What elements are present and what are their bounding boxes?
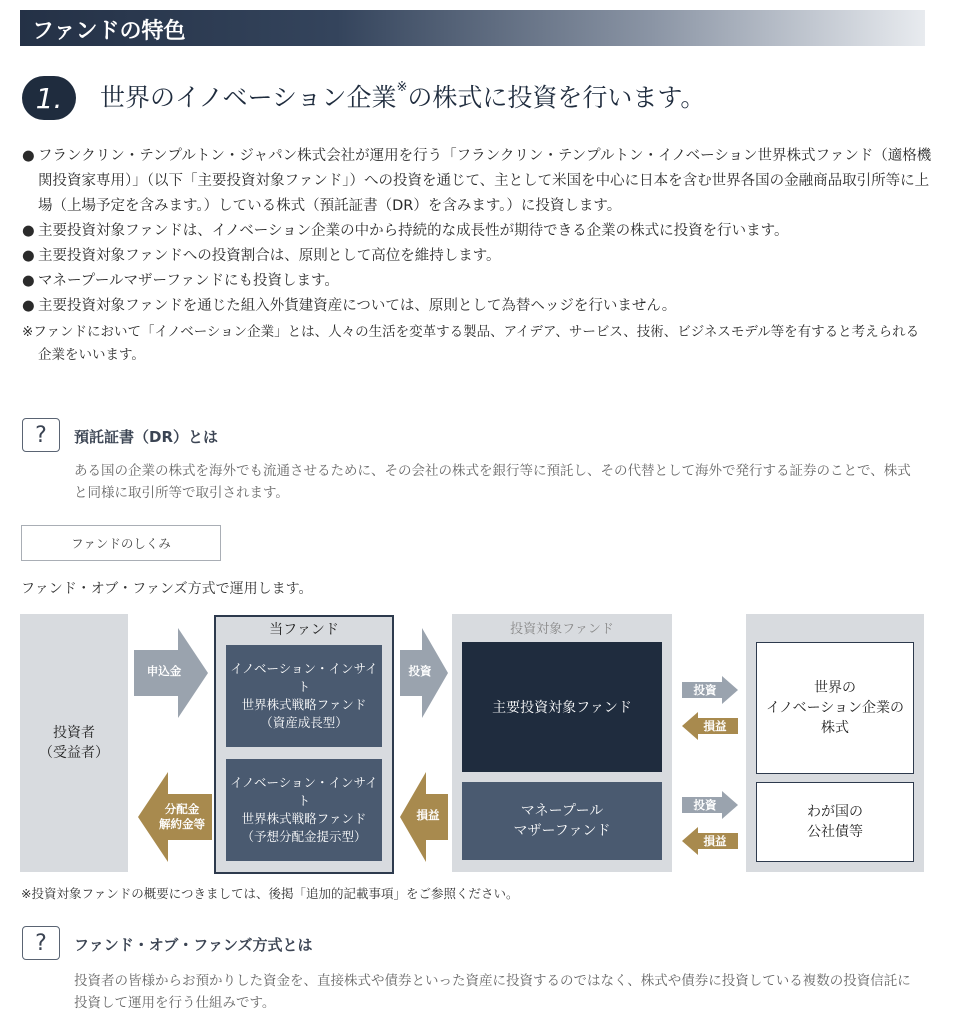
bullet-text: フランクリン・テンプルトン・ジャパン株式会社が運用を行う「フランクリン・テンプルトン・イノベーション世界株式ファンド（適格機関投資家専用）」（以下「主要投資対象ファンド」）への投資を通じて、主として米国を中心に日本を含む世界各国の金融商品取引所等に上場（上場予定を含みます。）している株式（預託証書（DR）を含みます。）に投資します。 (38, 148, 932, 214)
bullet-item (22, 244, 932, 269)
qa-fof-title: ファンド・オブ・ファンズ方式とは (74, 936, 313, 954)
mother-fund-line-1: マネープール (520, 803, 604, 819)
this-fund-panel (214, 615, 394, 874)
asset-a-line-3: 株式 (820, 720, 849, 736)
bullet-text: 主要投資対象ファンドへの投資割合は、原則として高位を維持します。 (38, 248, 501, 264)
bullet-dot: ● (22, 223, 35, 239)
this-fund-title: 当ファンド (269, 622, 339, 638)
innovation-note: ※ファンドにおいて「イノベーション企業」とは、人々の生活を変革する製品、アイデア、サービス、技術、ビジネスモデル等を有すると考えられる企業をいいます。 (22, 324, 920, 363)
section-header-title: ファンドの特色 (32, 19, 186, 44)
fund-distribution-box (226, 759, 382, 861)
fund-dist-line-1: イノベーション・インサイト (230, 775, 378, 808)
bullet-dot: ● (22, 248, 35, 264)
bullet-item (22, 219, 932, 244)
profit-small-arrow-label: 損益 (703, 719, 727, 733)
asset-b-line-1: わが国の (807, 804, 863, 820)
section-headline (100, 78, 705, 114)
profit-small-arrow-label: 損益 (703, 834, 727, 848)
bullet-item (22, 294, 932, 319)
fund-growth-line-1: イノベーション・インサイト (230, 661, 378, 694)
headline-note-mark: ※ (396, 80, 408, 95)
fund-dist-line-2: 世界株式戦略ファンド (241, 811, 367, 826)
scheme-intro: ファンド・オブ・ファンズ方式で運用します。 (21, 581, 313, 597)
invest-arrow-label: 投資 (408, 664, 432, 678)
feature-bullets (22, 144, 932, 367)
domestic-bond-box (756, 782, 914, 862)
fund-growth-line-3: （資産成長型） (260, 715, 348, 730)
global-innovation-stock-box (756, 642, 914, 774)
subscribe-arrow-label: 申込金 (146, 664, 182, 678)
investor-sub-label: （受益者） (39, 745, 109, 761)
bullet-dot: ● (22, 298, 35, 314)
fund-growth-box (226, 645, 382, 747)
qa-fof-body: 投資者の皆様からお預かりした資金を、直接株式や債券といった資産に投資するのではなく、株式や債券に投資している複数の投資信託に投資して運用を行う仕組みです。 (74, 973, 911, 1011)
profit-arrow-label: 損益 (416, 808, 440, 822)
qa-dr-body: ある国の企業の株式を海外でも流通させるために、その会社の株式を銀行等に預託し、その代替として海外で発行する証券のことで、株式と同様に取引所等で取引されます。 (74, 463, 911, 501)
investor-label: 投資者 (53, 725, 95, 741)
asset-a-line-1: 世界の (813, 680, 856, 696)
mother-fund-box (462, 782, 662, 860)
invest-small-arrow-label: 投資 (693, 683, 717, 697)
mother-fund-line-2: マザーファンド (513, 823, 611, 839)
target-fund-title: 投資対象ファンド (510, 622, 614, 637)
section-number-badge: 1. (22, 76, 76, 120)
main-fund-box: 主要投資対象ファンド (462, 642, 662, 772)
headline-main: 世界のイノベーション企業 (100, 83, 397, 112)
qa-dr-title: 預託証書（DR）とは (74, 428, 219, 446)
assets-panel (746, 614, 924, 872)
asset-a-line-2: イノベーション企業の (765, 700, 905, 716)
fund-growth-line-2: 世界株式戦略ファンド (241, 697, 367, 712)
bullet-text: 主要投資対象ファンドは、イノベーション企業の中から持続的な成長性が期待できる企業の株式に投資を行います。 (38, 223, 789, 239)
headline-rest: の株式に投資を行います。 (407, 83, 706, 112)
bullet-dot: ● (22, 273, 35, 289)
investor-panel (20, 614, 128, 872)
bullet-text: マネープールマザーファンドにも投資します。 (38, 273, 339, 289)
scheme-tab-label: ファンドのしくみ (21, 525, 221, 561)
bullet-text: 主要投資対象ファンドを通じた組入外貨建資産については、原則として為替ヘッジを行いません。 (38, 298, 677, 314)
invest-small-arrow-label: 投資 (693, 798, 717, 812)
asset-b-line-2: 公社債等 (807, 824, 863, 840)
question-icon: ? (22, 926, 60, 960)
scheme-footnote: ※投資対象ファンドの概要につきましては、後掲「追加的記載事項」をご参照ください。 (21, 886, 519, 901)
distribution-label-2: 解約金等 (159, 817, 205, 831)
distribution-label-1: 分配金 (164, 802, 200, 816)
question-icon: ? (22, 418, 60, 452)
distribution-arrow-label (156, 802, 208, 832)
bullet-item (22, 144, 932, 219)
target-fund-panel (452, 614, 672, 872)
fund-dist-line-3: （予想分配金提示型） (241, 829, 367, 844)
bullet-item (22, 269, 932, 294)
bullet-dot: ● (22, 148, 35, 164)
section-header-bar (20, 10, 925, 46)
